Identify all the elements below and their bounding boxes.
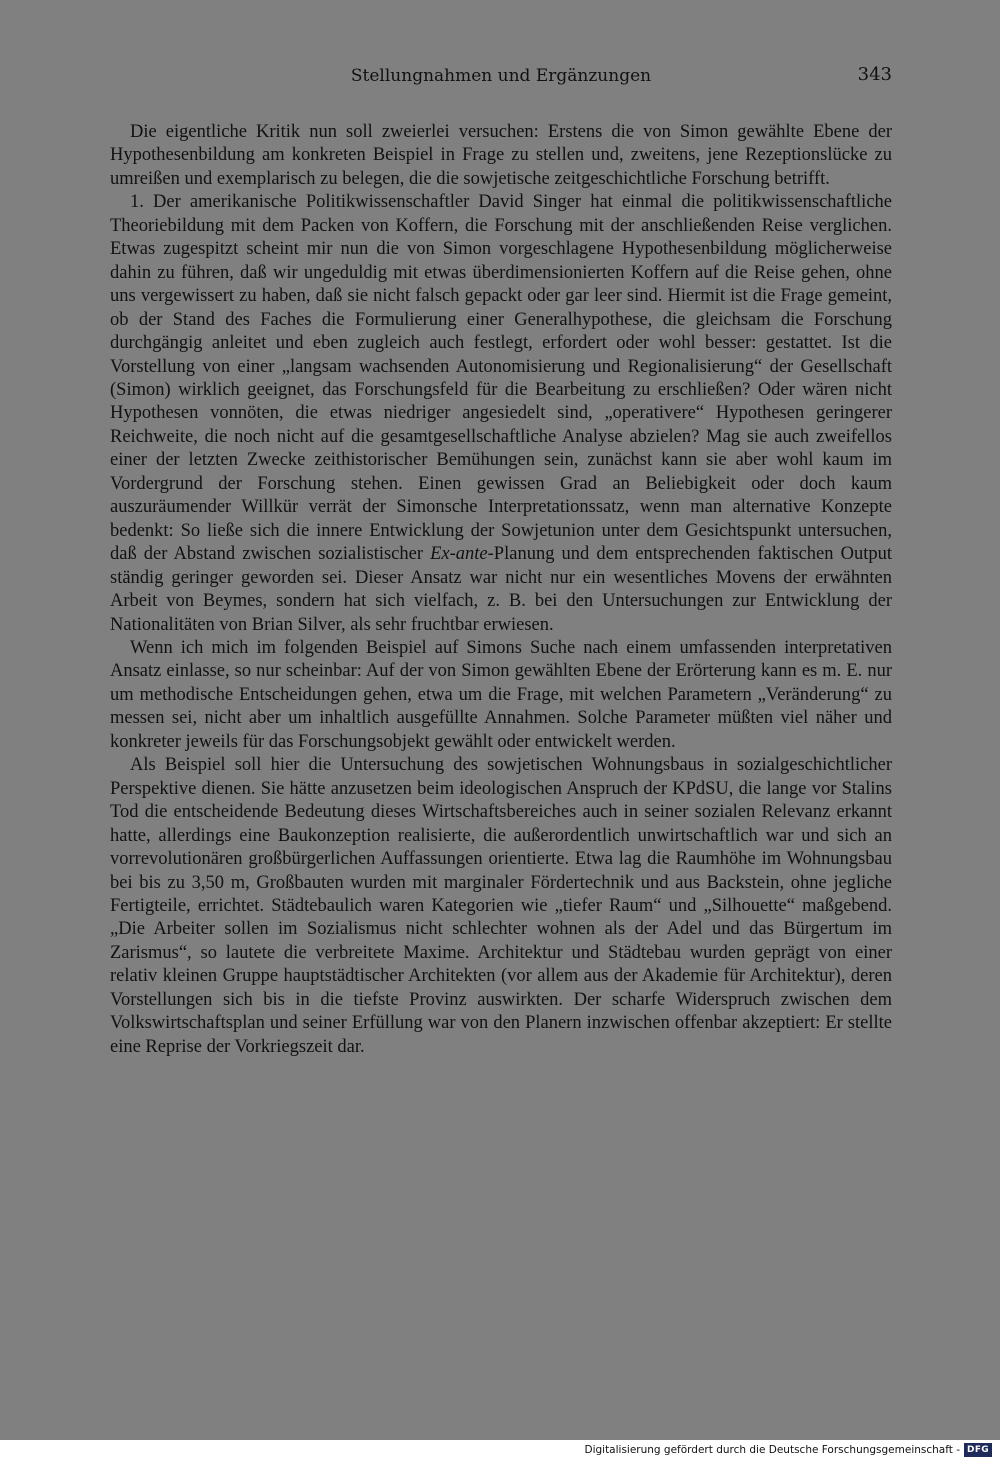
footer-credit: Digitalisierung gefördert durch die Deutsche Forschungsgemeinschaft -	[584, 1444, 960, 1456]
paragraph	[110, 191, 892, 637]
paragraph	[110, 754, 892, 1059]
footer-bar	[0, 1440, 1000, 1462]
paragraph-text-continued: -Planung und dem entsprechenden faktischen Output ständig geringer geworden sei. Dieser Ansatz war nicht nur ein wesentliches Movens der erwähnten Arbeit von Beymes, sondern hat sich vielfach, z. B. bei den Untersuchungen zur Entwicklung der Nationalitäten von Brian Silver, als sehr fruchtbar erwiesen.	[110, 544, 893, 635]
paragraph-text: Als Beispiel soll hier die Untersuchung des sowjetischen Wohnungsbaus in sozialgeschichtlicher Perspektive dienen. Sie hätte anzusetzen beim ideologischen Anspruch der KPdSU, die lange vor Stalins Tod die entscheidende Bedeutung dieses Wirtschaftsbereiches auch in seiner sozialen Relevanz erkannt hatte, allerdings eine Baukonzeption realisierte, die außerordentlich unwirtschaftlich war und sich an vorrevolutionären großbürgerlichen Auffassungen orientierte. Etwa lag die Raumhöhe im Wohnungsbau bei bis zu 3,50 m, Großbauten wurden mit marginaler Fördertechnik und aus Backstein, ohne jegliche Fertigteile, errichtet. Städtebaulich waren Kategorien wie „tiefer Raum“ und „Silhouette“ maßgebend. „Die Arbeiter sollen im Sozialismus nicht schlechter wohnen als der Adel und das Bürgertum im Zarismus“, so lautete die verbreitete Maxime. Architektur und Städtebau wurden geprägt von einer relativ kleinen Gruppe hauptstädtischer Architekten (vor allem aus der Akademie für Architektur), deren Vorstellungen sich bis in die tiefste Provinz auswirkten. Der scharfe Widerspruch zwischen dem Volkswirtschaftsplan und seiner Erfüllung war von den Planern inzwischen offenbar akzeptiert: Er stellte eine Reprise der Vorkriegszeit dar.	[110, 755, 892, 1057]
running-title: Stellungnahmen und Ergänzungen	[350, 66, 652, 86]
italic-term: Ex-ante	[430, 544, 488, 565]
body-text	[110, 121, 892, 1059]
paragraph-text: Wenn ich mich im folgenden Beispiel auf Simons Suche nach einem umfassenden interpretativen Ansatz einlasse, so nur scheinbar: Auf der von Simon gewählten Ebene der Erörterung kann es m. E. nur um methodische Entscheidungen gehen, etwa um die Frage, mit welchen Parametern „Veränderung“ zu messen sei, nicht aber um inhaltlich ausgefüllte Annahmen. Solche Parameter müßten viel näher und konkreter jeweils für das Forschungsobjekt gewählt oder entwickelt werden.	[110, 637, 892, 752]
paragraph	[110, 121, 892, 191]
running-head	[110, 62, 892, 94]
paragraph	[110, 637, 892, 754]
dfg-logo-icon: DFG	[964, 1443, 992, 1457]
page-number: 343	[857, 64, 892, 85]
paragraph-text: Die eigentliche Kritik nun soll zweierlei versuchen: Erstens die von Simon gewählte Ebene der Hypothesenbildung am konkreten Beispiel in Frage zu stellen und, zweitens, jene Rezeptionslücke zu umreißen und exemplarisch zu belegen, die die sowjetische zeitgeschichtliche Forschung betrifft.	[110, 122, 892, 189]
paragraph-text: 1. Der amerikanische Politikwissenschaftler David Singer hat einmal die politikwissenschaftliche Theoriebildung mit dem Packen von Koffern, die Forschung mit der anschließenden Reise verglichen. Etwas zugespitzt scheint mir nun die von Simon vorgeschlagene Hypothesenbildung möglicherweise dahin zu führen, daß wir ungeduldig mit etwas überdimensionierten Koffern auf die Reise gehen, ohne uns vergewissert zu haben, daß sie nicht falsch gepackt oder gar leer sind. Hiermit ist die Frage gemeint, ob der Stand des Faches die Formulierung einer Generalhypothese, die gleichsam die Forschung durchgängig anleitet und eben zugleich auch festlegt, erfordert oder wohl besser: gestattet. Ist die Vorstellung von einer „langsam wachsenden Autonomisierung und Regionalisierung“ der Gesellschaft (Simon) wirklich geeignet, das Forschungsfeld für die Bearbeitung zu erschließen? Oder wären nicht Hypothesen vonnöten, die etwas niedriger angesiedelt sind, „operativere“ Hypothesen geringerer Reichweite, die noch nicht auf die gesamtgesellschaftliche Analyse abzielen? Mag sie auch zweifellos einer der letzten Zwecke zeithistorischer Bemühungen sein, zunächst kann sie aber wohl kaum im Vordergrund der Forschung stehen. Einen gewissen Grad an Beliebigkeit oder doch kaum auszuräumender Willkür verrät der Simonsche Interpretationssatz, wenn man alternative Konzepte bedenkt: So ließe sich die innere Entwicklung der Sowjetunion unter dem Gesichtspunkt untersuchen, daß der Abstand zwischen sozialistischer	[110, 192, 892, 565]
